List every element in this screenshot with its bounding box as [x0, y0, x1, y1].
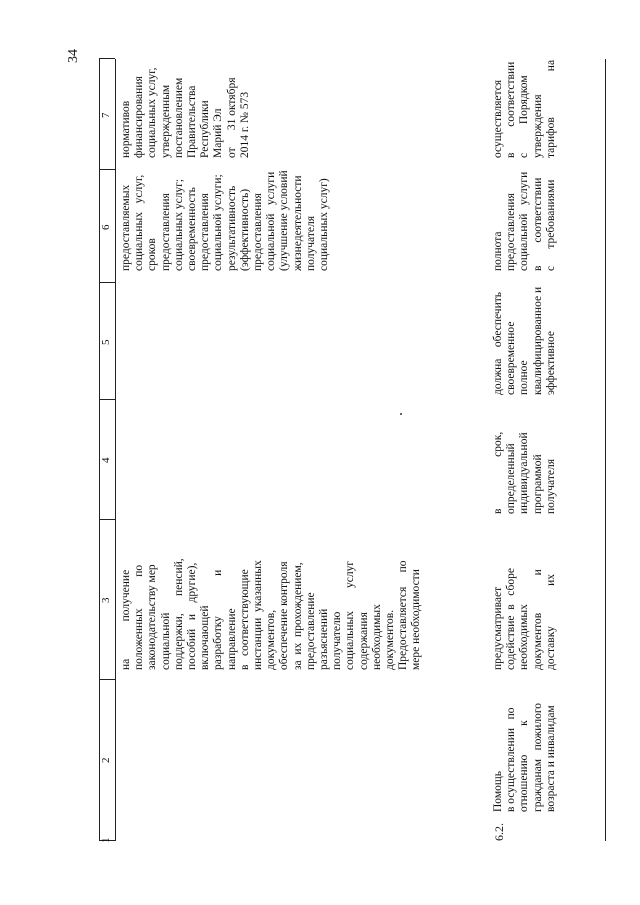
column-number-2: 2 [100, 757, 112, 763]
cell-col3-continued: на получение положенных по законодательству мер социальной поддержки, пенсий, пособий и другие), включающей разработку и направление в соответствующие инстанции указанных документов, обеспечение контроля за их прохождением, предоставление разъяснений получателю социальных услуг содержания необходимых документов. Предоставляется по мере необходимости [120, 558, 423, 670]
row-number-6-2: 6.2. [492, 823, 506, 841]
cell-service-term: в срок, определенный индивидуальной программой получателя [492, 431, 557, 514]
cell-service-financing: осуществляется в соответствии с Порядком утверждения тарифов на [492, 59, 557, 158]
column-divider [99, 169, 115, 170]
column-divider [99, 58, 115, 59]
column-divider [99, 399, 115, 400]
column-number-3: 3 [100, 597, 112, 603]
cell-service-requirements: должна обеспечить своевременное полное квалифицированное и эффективное [492, 286, 557, 395]
column-divider [99, 282, 115, 283]
column-number-6: 6 [100, 224, 112, 230]
table-bottom-border [605, 59, 606, 841]
cell-service-description: предусматривает содействие в сборе необходимых документов и доставку их [492, 568, 557, 670]
page-number: 34 [66, 49, 81, 63]
column-number-1: 1 [100, 837, 112, 843]
column-divider [99, 519, 115, 520]
scan-dot [400, 413, 402, 415]
cell-service-name: Помощь в осуществлении по отношению к гражданам пожилого возраста и инвалидам [492, 702, 557, 812]
column-divider [99, 679, 115, 680]
table-header-bottom-border [115, 59, 116, 841]
column-number-4: 4 [100, 457, 112, 463]
cell-col7-continued: нормативов финансирования социальных услуг, утвержденным постановлением Правительства Республики Марий Эл от 31 октября 2014 г. № 573 [120, 67, 251, 158]
column-number-5: 5 [100, 339, 112, 345]
cell-service-quality: полнота предоставления социальной услуги в соответствии с требованиями [492, 171, 557, 271]
column-number-7: 7 [100, 112, 112, 118]
cell-col6-continued: предоставляемых социальных услуг, сроков предоставления социальных услуг; своевременность предоставления социальной услуги; результативность (эффективность) предоставления социальной услуги (улучшение условий жизнедеятельности получателя социальных услуг) [120, 170, 331, 271]
table-top-border [99, 59, 100, 841]
